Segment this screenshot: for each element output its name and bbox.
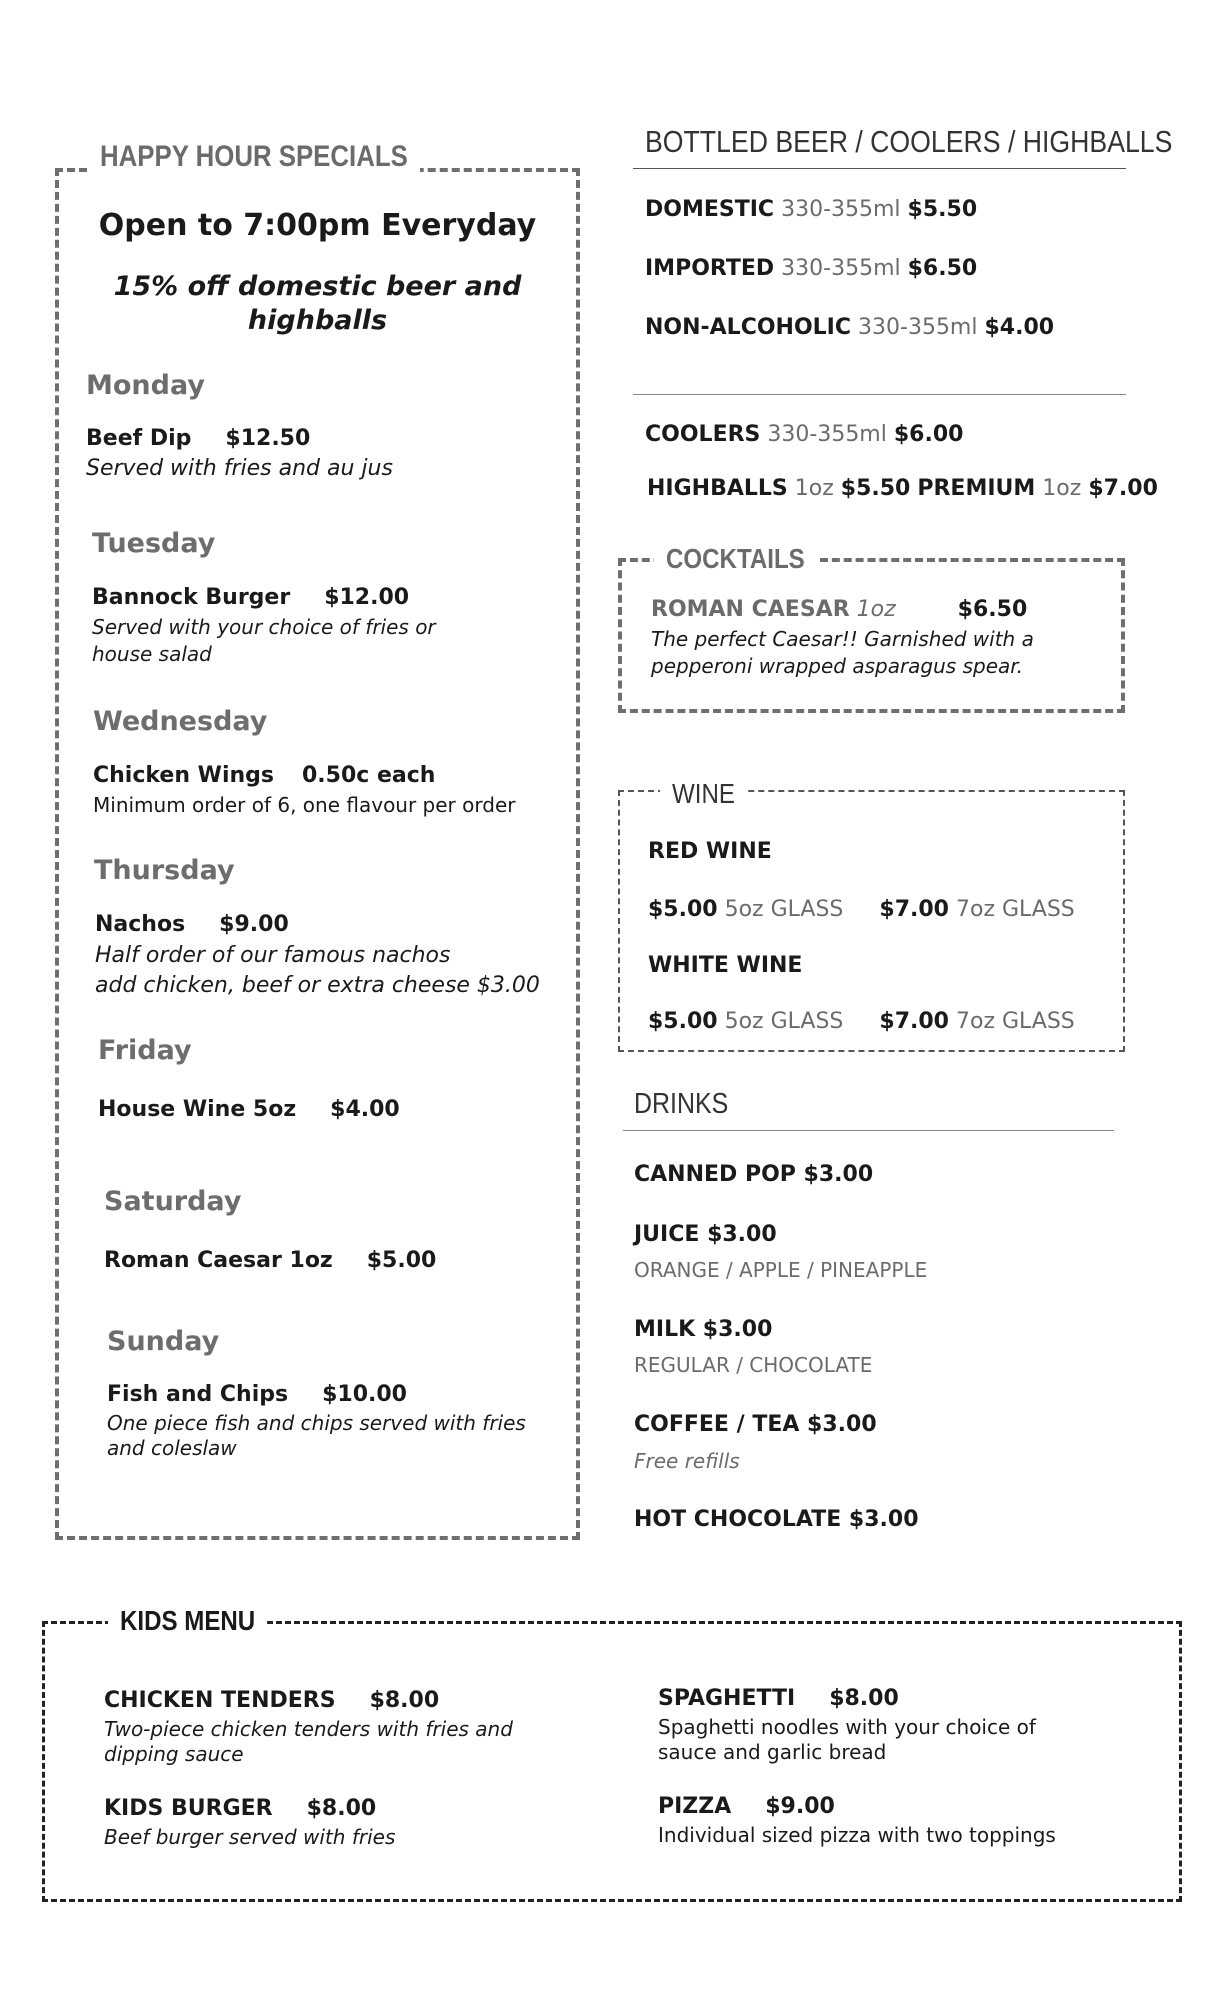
kids-item-kids-burger <box>104 1796 376 1821</box>
special-saturday <box>104 1248 436 1273</box>
cocktail-name: ROMAN CAESAR <box>651 597 850 622</box>
drink-canned-pop: CANNED POP $3.00 <box>634 1162 874 1187</box>
kids-item-desc: Beef burger served with fries <box>104 1825 396 1849</box>
kids-item-name: PIZZA <box>658 1794 732 1819</box>
wine-price: $7.00 <box>879 1009 949 1034</box>
desc-line: Half order of our famous nachos <box>95 943 451 968</box>
special-thursday <box>95 912 289 937</box>
drink-coffee-tea: COFFEE / TEA $3.00 <box>634 1412 877 1437</box>
special-price: $12.50 <box>225 426 311 451</box>
beer-size: 330-355ml <box>767 422 887 447</box>
kids-item-spaghetti <box>658 1686 899 1711</box>
special-item: Bannock Burger <box>92 585 291 610</box>
beer-price: $6.50 <box>907 256 978 281</box>
premium-size: 1oz <box>1042 476 1082 501</box>
drink-coffee-note: Free refills <box>634 1449 740 1473</box>
special-tuesday <box>92 585 409 610</box>
kids-menu-title: KIDS MENU <box>108 1603 267 1639</box>
beer-coolers <box>645 422 963 447</box>
drink-milk: MILK $3.00 <box>634 1317 773 1342</box>
white-wine-prices <box>648 1009 1075 1034</box>
kids-item-price: $8.00 <box>829 1686 899 1711</box>
beer-name: IMPORTED <box>645 256 775 281</box>
special-monday <box>86 426 310 451</box>
special-item: Roman Caesar 1oz <box>104 1248 333 1273</box>
day-sunday: Sunday <box>107 1326 220 1357</box>
beer-highballs <box>647 476 1158 501</box>
special-item: House Wine 5oz <box>98 1097 297 1122</box>
special-desc: Served with fries and au jus <box>86 456 393 481</box>
drinks-divider <box>623 1130 1114 1131</box>
special-price: $12.00 <box>324 585 410 610</box>
beer-name: COOLERS <box>645 422 761 447</box>
premium-price: $7.00 <box>1088 476 1158 501</box>
beer-price: $4.00 <box>984 315 1055 340</box>
wine-size: 7oz GLASS <box>955 1009 1075 1034</box>
day-thursday: Thursday <box>94 855 235 886</box>
desc-line: One piece fish and chips served with fries <box>107 1411 526 1435</box>
kids-item-price: $8.00 <box>369 1688 440 1713</box>
desc-line: Spaghetti noodles with your choice of <box>658 1715 1036 1739</box>
desc-line: dipping sauce <box>104 1742 244 1766</box>
kids-item-name: KIDS BURGER <box>104 1796 273 1821</box>
beer-name: HIGHBALLS <box>647 476 788 501</box>
beer-domestic <box>645 197 977 222</box>
special-wednesday <box>93 763 435 788</box>
kids-item-chicken-tenders <box>104 1688 439 1713</box>
drink-milk-options: REGULAR / CHOCOLATE <box>634 1353 873 1377</box>
beer-size: 330-355ml <box>781 256 901 281</box>
coolers-divider <box>633 394 1126 395</box>
beer-size: 330-355ml <box>858 315 978 340</box>
special-item: Beef Dip <box>86 426 192 451</box>
wine-title: WINE <box>660 776 747 812</box>
desc-line: Served with your choice of fries or <box>92 615 436 639</box>
day-monday: Monday <box>86 370 205 401</box>
special-price: $5.00 <box>366 1248 437 1273</box>
desc-line: house salad <box>92 642 212 666</box>
cocktail-size: 1oz <box>856 597 896 622</box>
desc-line: and coleslaw <box>107 1436 237 1460</box>
wine-size: 5oz GLASS <box>724 897 844 922</box>
white-wine-label: WHITE WINE <box>648 953 803 978</box>
beer-imported <box>645 256 977 281</box>
drink-juice-options: ORANGE / APPLE / PINEAPPLE <box>634 1258 928 1282</box>
drink-hot-chocolate: HOT CHOCOLATE $3.00 <box>634 1507 919 1532</box>
kids-item-desc <box>104 1717 513 1767</box>
special-item: Fish and Chips <box>107 1382 289 1407</box>
beer-price: $5.50 <box>840 476 911 501</box>
beer-divider <box>633 168 1126 169</box>
drinks-title: DRINKS <box>634 1088 729 1120</box>
wine-size: 7oz GLASS <box>955 897 1075 922</box>
special-item: Nachos <box>95 912 186 937</box>
beer-size: 330-355ml <box>781 197 901 222</box>
special-price: 0.50c each <box>301 763 436 788</box>
kids-item-pizza <box>658 1794 835 1819</box>
kids-item-name: SPAGHETTI <box>658 1686 796 1711</box>
desc-line: pepperoni wrapped asparagus spear. <box>651 654 1024 678</box>
special-price: $4.00 <box>330 1097 400 1122</box>
special-desc: Minimum order of 6, one flavour per order <box>93 793 516 817</box>
wine-price: $5.00 <box>648 1009 718 1034</box>
desc-line: sauce and garlic bread <box>658 1740 887 1764</box>
happy-hour-discount <box>55 270 580 338</box>
cocktail-roman-caesar <box>651 597 1027 622</box>
wine-size: 5oz GLASS <box>724 1009 844 1034</box>
special-desc <box>107 1411 526 1461</box>
discount-line-2: highballs <box>247 305 388 336</box>
beer-name: DOMESTIC <box>645 197 775 222</box>
day-wednesday: Wednesday <box>93 706 268 737</box>
special-desc <box>92 614 436 668</box>
happy-hour-open: Open to 7:00pm Everyday <box>98 208 537 243</box>
desc-line: Two-piece chicken tenders with fries and <box>104 1717 513 1741</box>
day-friday: Friday <box>98 1035 192 1066</box>
happy-hour-title: HAPPY HOUR SPECIALS <box>88 138 420 176</box>
drink-juice: JUICE $3.00 <box>634 1222 777 1247</box>
special-price: $9.00 <box>219 912 289 937</box>
red-wine-prices <box>648 897 1075 922</box>
beer-name: NON-ALCOHOLIC <box>645 315 852 340</box>
day-tuesday: Tuesday <box>92 528 216 559</box>
red-wine-label: RED WINE <box>648 839 772 864</box>
kids-item-name: CHICKEN TENDERS <box>104 1688 336 1713</box>
special-item: Chicken Wings <box>93 763 274 788</box>
kids-item-price: $9.00 <box>765 1794 835 1819</box>
beer-title: BOTTLED BEER / COOLERS / HIGHBALLS <box>645 124 1173 159</box>
beer-price: $6.00 <box>893 422 964 447</box>
beer-non-alcoholic <box>645 315 1054 340</box>
desc-line: add chicken, beef or extra cheese $3.00 <box>95 973 540 998</box>
wine-price: $5.00 <box>648 897 718 922</box>
discount-line-1: 15% off domestic beer and <box>113 271 522 302</box>
beer-size: 1oz <box>794 476 834 501</box>
cocktail-desc <box>651 626 1034 680</box>
desc-line: The perfect Caesar!! Garnished with a <box>651 627 1034 651</box>
cocktail-price: $6.50 <box>957 597 1028 622</box>
special-friday <box>98 1097 400 1122</box>
special-sunday <box>107 1382 407 1407</box>
wine-price: $7.00 <box>879 897 949 922</box>
beer-price: $5.50 <box>907 197 978 222</box>
cocktails-title: COCKTAILS <box>654 541 817 577</box>
special-price: $10.00 <box>322 1382 407 1407</box>
day-saturday: Saturday <box>104 1186 242 1217</box>
kids-item-desc <box>658 1715 1036 1765</box>
special-desc <box>95 941 540 1001</box>
kids-item-price: $8.00 <box>306 1796 377 1821</box>
kids-item-desc: Individual sized pizza with two toppings <box>658 1823 1056 1847</box>
premium-name: PREMIUM <box>917 476 1036 501</box>
